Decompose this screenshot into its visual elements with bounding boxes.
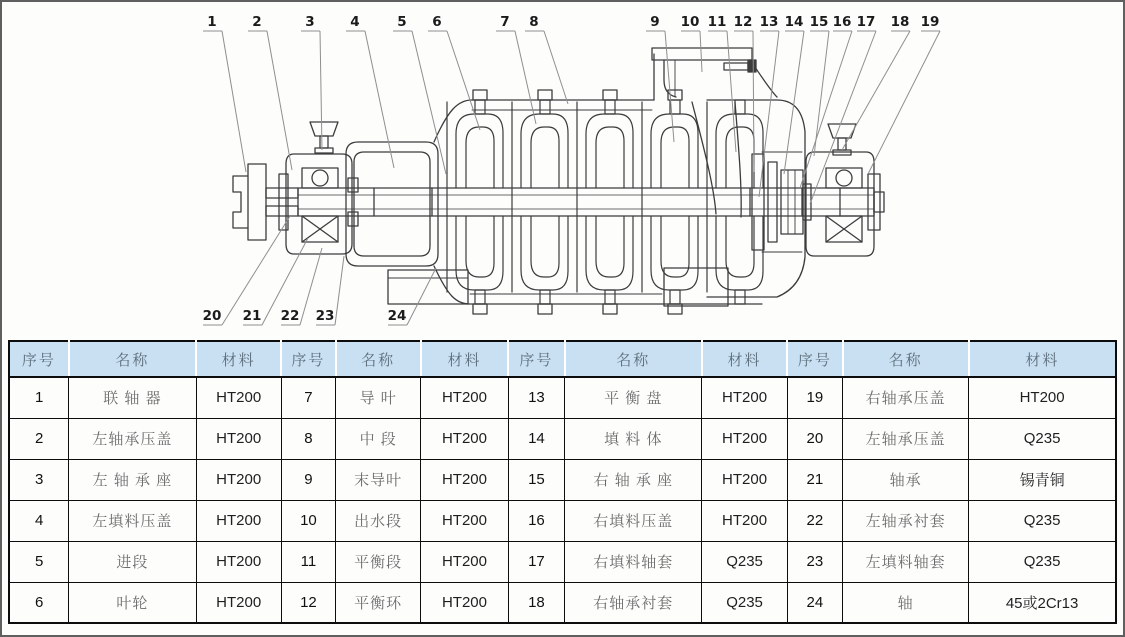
part-name-cell: 中 段 <box>336 418 421 459</box>
header-cell-no-1: 序号 <box>9 341 69 377</box>
part-mat-cell: Q235 <box>969 418 1116 459</box>
part-no-cell: 17 <box>508 541 564 582</box>
part-mat-cell: HT200 <box>702 418 787 459</box>
parts-table <box>8 340 1117 624</box>
part-name-cell: 右轴承衬套 <box>565 582 702 623</box>
part-mat-cell: 锡青铜 <box>969 459 1116 500</box>
callout-17: 17 <box>856 14 876 30</box>
part-name-cell: 平 衡 盘 <box>565 377 702 418</box>
part-mat-cell: Q235 <box>969 541 1116 582</box>
part-mat-cell: HT200 <box>196 541 281 582</box>
header-cell-name-1: 名称 <box>69 341 196 377</box>
callout-22: 22 <box>280 308 300 324</box>
part-no-cell: 20 <box>787 418 842 459</box>
parts-table-header-row <box>9 341 1116 377</box>
callout-20: 20 <box>202 308 222 324</box>
part-mat-cell: HT200 <box>969 377 1116 418</box>
part-name-cell: 右填料压盖 <box>565 500 702 541</box>
part-mat-cell: HT200 <box>421 377 508 418</box>
part-name-cell: 右 轴 承 座 <box>565 459 702 500</box>
callout-24: 24 <box>387 308 407 324</box>
table-row <box>9 500 1116 541</box>
callout-15: 15 <box>809 14 829 30</box>
callout-14: 14 <box>784 14 804 30</box>
part-name-cell: 出水段 <box>336 500 421 541</box>
callout-11: 11 <box>707 14 727 30</box>
callout-13: 13 <box>759 14 779 30</box>
part-mat-cell: Q235 <box>702 582 787 623</box>
pump-feet <box>388 268 728 306</box>
part-no-cell: 22 <box>787 500 842 541</box>
part-name-cell: 左填料压盖 <box>69 500 196 541</box>
table-row <box>9 459 1116 500</box>
callout-16: 16 <box>832 14 852 30</box>
part-mat-cell: HT200 <box>196 500 281 541</box>
part-no-cell: 3 <box>9 459 69 500</box>
part-name-cell: 轴承 <box>843 459 969 500</box>
part-no-cell: 14 <box>508 418 564 459</box>
part-no-cell: 10 <box>281 500 335 541</box>
header-cell-mat-1: 材料 <box>196 341 281 377</box>
part-name-cell: 左填料轴套 <box>843 541 969 582</box>
part-no-cell: 18 <box>508 582 564 623</box>
header-cell-mat-3: 材料 <box>702 341 787 377</box>
part-name-cell: 叶轮 <box>69 582 196 623</box>
callout-21: 21 <box>242 308 262 324</box>
part-name-cell: 平衡环 <box>336 582 421 623</box>
callout-2: 2 <box>252 14 262 30</box>
pump-diagram-panel <box>2 2 1123 340</box>
part-no-cell: 8 <box>281 418 335 459</box>
part-no-cell: 1 <box>9 377 69 418</box>
part-mat-cell: HT200 <box>421 459 508 500</box>
part-mat-cell: Q235 <box>702 541 787 582</box>
callout-3: 3 <box>305 14 315 30</box>
part-mat-cell: HT200 <box>421 541 508 582</box>
header-cell-no-3: 序号 <box>508 341 564 377</box>
part-no-cell: 13 <box>508 377 564 418</box>
part-mat-cell: HT200 <box>196 582 281 623</box>
callout-23: 23 <box>315 308 335 324</box>
part-name-cell: 填 料 体 <box>565 418 702 459</box>
part-name-cell: 右轴承压盖 <box>843 377 969 418</box>
part-no-cell: 9 <box>281 459 335 500</box>
part-mat-cell: Q235 <box>969 500 1116 541</box>
table-row <box>9 582 1116 623</box>
part-name-cell: 导 叶 <box>336 377 421 418</box>
part-mat-cell: HT200 <box>702 459 787 500</box>
part-mat-cell: 45或2Cr13 <box>969 582 1116 623</box>
part-name-cell: 末导叶 <box>336 459 421 500</box>
part-no-cell: 4 <box>9 500 69 541</box>
part-no-cell: 21 <box>787 459 842 500</box>
part-name-cell: 平衡段 <box>336 541 421 582</box>
callout-5: 5 <box>397 14 407 30</box>
part-no-cell: 19 <box>787 377 842 418</box>
part-mat-cell: HT200 <box>421 500 508 541</box>
part-name-cell: 联 轴 器 <box>69 377 196 418</box>
part-no-cell: 23 <box>787 541 842 582</box>
header-cell-mat-4: 材料 <box>969 341 1116 377</box>
header-cell-name-2: 名称 <box>336 341 421 377</box>
header-cell-no-4: 序号 <box>787 341 842 377</box>
stage-casing <box>434 90 762 314</box>
pump-stages <box>447 100 763 304</box>
callout-8: 8 <box>529 14 539 30</box>
discharge-section <box>652 48 805 297</box>
header-cell-name-3: 名称 <box>565 341 702 377</box>
part-name-cell: 轴 <box>843 582 969 623</box>
part-mat-cell: HT200 <box>702 377 787 418</box>
part-mat-cell: HT200 <box>421 582 508 623</box>
part-mat-cell: HT200 <box>196 418 281 459</box>
callout-10: 10 <box>680 14 700 30</box>
part-no-cell: 2 <box>9 418 69 459</box>
pump-cross-section-drawing <box>2 2 1123 340</box>
header-cell-no-2: 序号 <box>281 341 335 377</box>
part-no-cell: 5 <box>9 541 69 582</box>
part-no-cell: 11 <box>281 541 335 582</box>
part-name-cell: 右填料轴套 <box>565 541 702 582</box>
table-row <box>9 541 1116 582</box>
pump-outline <box>233 48 884 314</box>
part-no-cell: 24 <box>787 582 842 623</box>
part-no-cell: 7 <box>281 377 335 418</box>
part-name-cell: 左 轴 承 座 <box>69 459 196 500</box>
callout-9: 9 <box>650 14 660 30</box>
part-no-cell: 12 <box>281 582 335 623</box>
callout-19: 19 <box>920 14 940 30</box>
header-cell-name-4: 名称 <box>843 341 969 377</box>
callout-6: 6 <box>432 14 442 30</box>
part-name-cell: 左轴承压盖 <box>69 418 196 459</box>
part-mat-cell: HT200 <box>702 500 787 541</box>
part-mat-cell: HT200 <box>196 377 281 418</box>
part-no-cell: 16 <box>508 500 564 541</box>
callout-7: 7 <box>500 14 510 30</box>
table-row <box>9 418 1116 459</box>
part-name-cell: 左轴承衬套 <box>843 500 969 541</box>
part-name-cell: 进段 <box>69 541 196 582</box>
callout-12: 12 <box>733 14 753 30</box>
part-no-cell: 6 <box>9 582 69 623</box>
header-cell-mat-2: 材料 <box>421 341 508 377</box>
callout-1: 1 <box>207 14 217 30</box>
part-mat-cell: HT200 <box>196 459 281 500</box>
callout-18: 18 <box>890 14 910 30</box>
part-mat-cell: HT200 <box>421 418 508 459</box>
callout-layer <box>203 14 940 325</box>
part-no-cell: 15 <box>508 459 564 500</box>
part-name-cell: 左轴承压盖 <box>843 418 969 459</box>
table-row <box>9 377 1116 418</box>
callout-4: 4 <box>350 14 360 30</box>
